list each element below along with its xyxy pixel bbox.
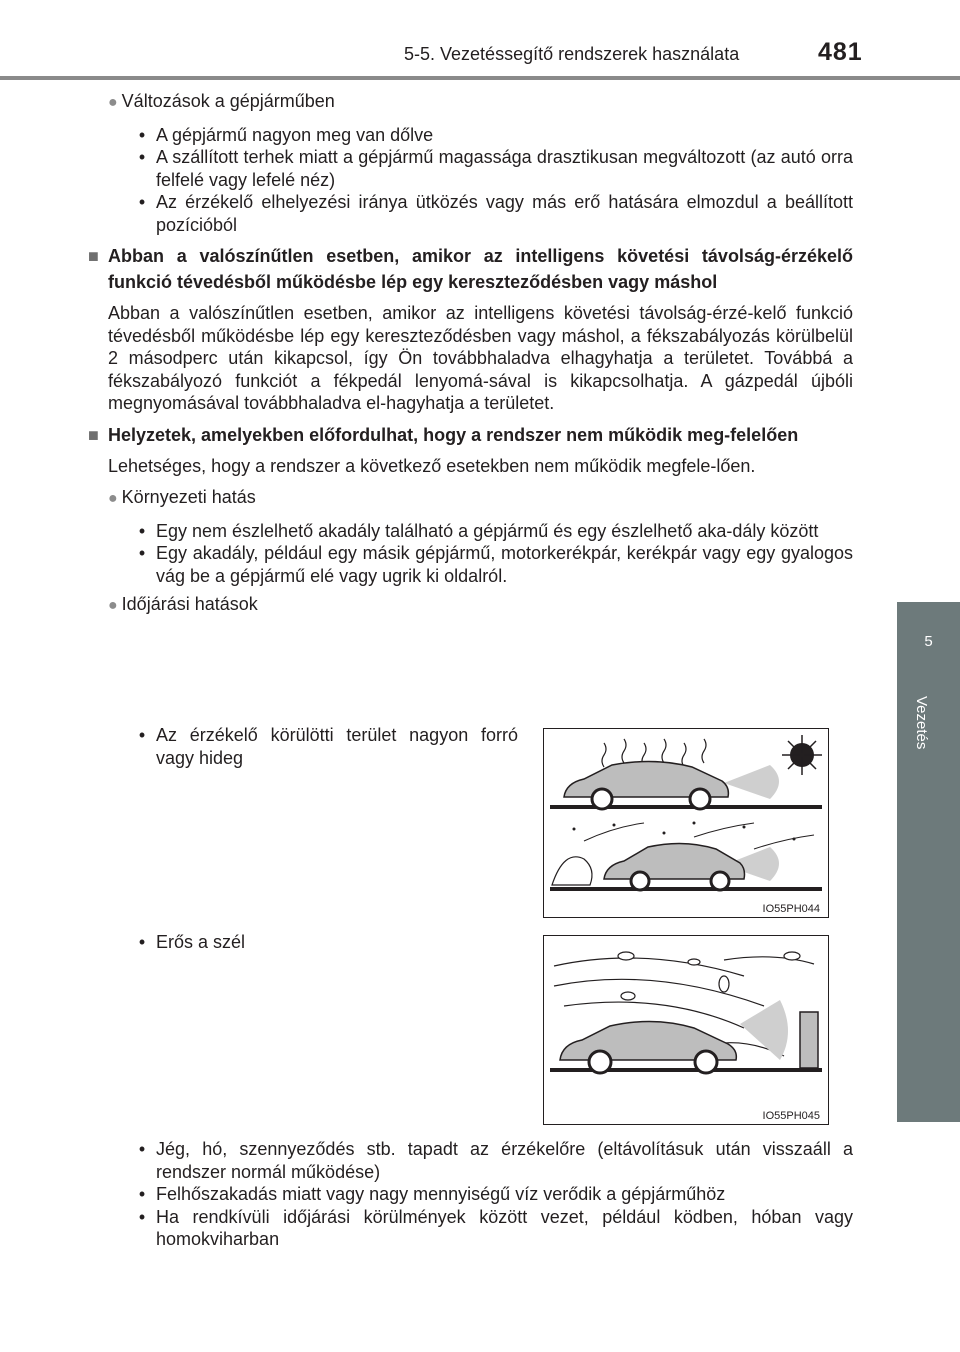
subsection-title-environment: ● Környezeti hatás — [108, 487, 256, 507]
bullet-wind-block — [128, 931, 518, 954]
paragraph-malfunction: Lehetséges, hogy a rendszer a következő esetekben nem működik megfele-lően. — [108, 455, 756, 476]
list-item: • Erős a szél — [138, 932, 246, 952]
running-header: 5-5. Vezetéssegítő rendszerek használata — [404, 44, 740, 64]
chapter-tab: 5 — [897, 602, 960, 682]
chapter-label: Vezetés — [913, 696, 930, 750]
circle-bullet-icon: ● — [108, 94, 118, 111]
list-item: • Egy akadály, például egy másik gépjármű, motorkerékpár, kerékpár vagy egy gyalogos vág be a gépjármű elé vagy ugrik ki oldalról. — [138, 543, 853, 586]
temperature-illustration-graphic — [544, 729, 828, 917]
illustration-temperature — [543, 728, 829, 918]
list-item: • A gépjármű nagyon meg van dőlve — [138, 124, 434, 145]
chapter-side-label — [897, 682, 960, 1122]
list-item: • Egy nem észlelhető akadály található a gépjármű és egy észlelhető aka-dály között — [138, 520, 819, 541]
list-item: • A szállított terhek miatt a gépjármű magassága drasztikusan megváltozott (az autó orra felfelé vagy lefelé néz) — [138, 147, 853, 190]
subsection-title-weather: ● Időjárási hatások — [108, 594, 258, 614]
illustration-wind — [543, 935, 829, 1125]
section-heading-malfunction: ■ Helyzetek, amelyekben előfordulhat, hogy a rendszer nem működik meg-felelően — [88, 424, 799, 445]
figure-code-2: IO55PH045 — [762, 1110, 820, 1122]
figure-code-1: IO55PH044 — [762, 903, 820, 915]
list-item: • Felhőszakadás miatt vagy nagy mennyiségű víz verődik a gépjárműhöz — [138, 1184, 726, 1204]
circle-bullet-icon: ● — [108, 490, 118, 507]
list-item: • Jég, hó, szennyeződés stb. tapadt az érzékelőre (eltávolításuk után visszaáll a rendszer normál működése) — [138, 1139, 853, 1182]
square-bullet-icon: ■ — [88, 424, 99, 445]
list-item: • Ha rendkívüli időjárási körülmények között vezet, például ködben, hóban vagy homokviharban — [138, 1206, 853, 1249]
page-content — [88, 90, 853, 618]
wind-illustration-graphic — [544, 936, 828, 1124]
bullet-list-changes — [108, 124, 853, 237]
square-bullet-icon: ■ — [88, 246, 99, 266]
list-item: • Az érzékelő körülötti terület nagyon forró vagy hideg — [138, 725, 518, 768]
paragraph-intersection: Abban a valószínűtlen esetben, amikor az intelligens követési távolság-érzé-kelő funkció tévedésből működésbe lép egy kereszteződésben vagy máshol, a fékszabályozás körülbelül 2 másodperc után kikapcsol, így Ön továbbhaladva elhagyhatja a területet. Továbbá a fékszabályozó funkciót a fékpedál lenyomá-sával is kikapcsolhatja. A gázpedál újbóli megnyomásával továbbhaladva el-hagyhatja a területet. — [108, 303, 853, 413]
circle-bullet-icon: ● — [108, 597, 118, 614]
list-item: • Az érzékelő elhelyezési iránya ütközés vagy más erő hatására elmozdul a beállított pozícióból — [138, 192, 853, 235]
header-divider — [0, 76, 960, 80]
bullet-temp-block — [128, 724, 518, 769]
bullet-list-environment — [108, 520, 853, 588]
section-heading-intersection: ■ Abban a valószínűtlen esetben, amikor az intelligens követési távolság-érzékelő funkció tévedésből működésbe lép egy kereszteződésben vagy máshol — [88, 246, 853, 292]
page-number: 481 — [818, 38, 863, 66]
subsection-title-changes: ● Változások a gépjárműben — [108, 91, 335, 111]
bullet-list-weather-after — [128, 1138, 853, 1251]
